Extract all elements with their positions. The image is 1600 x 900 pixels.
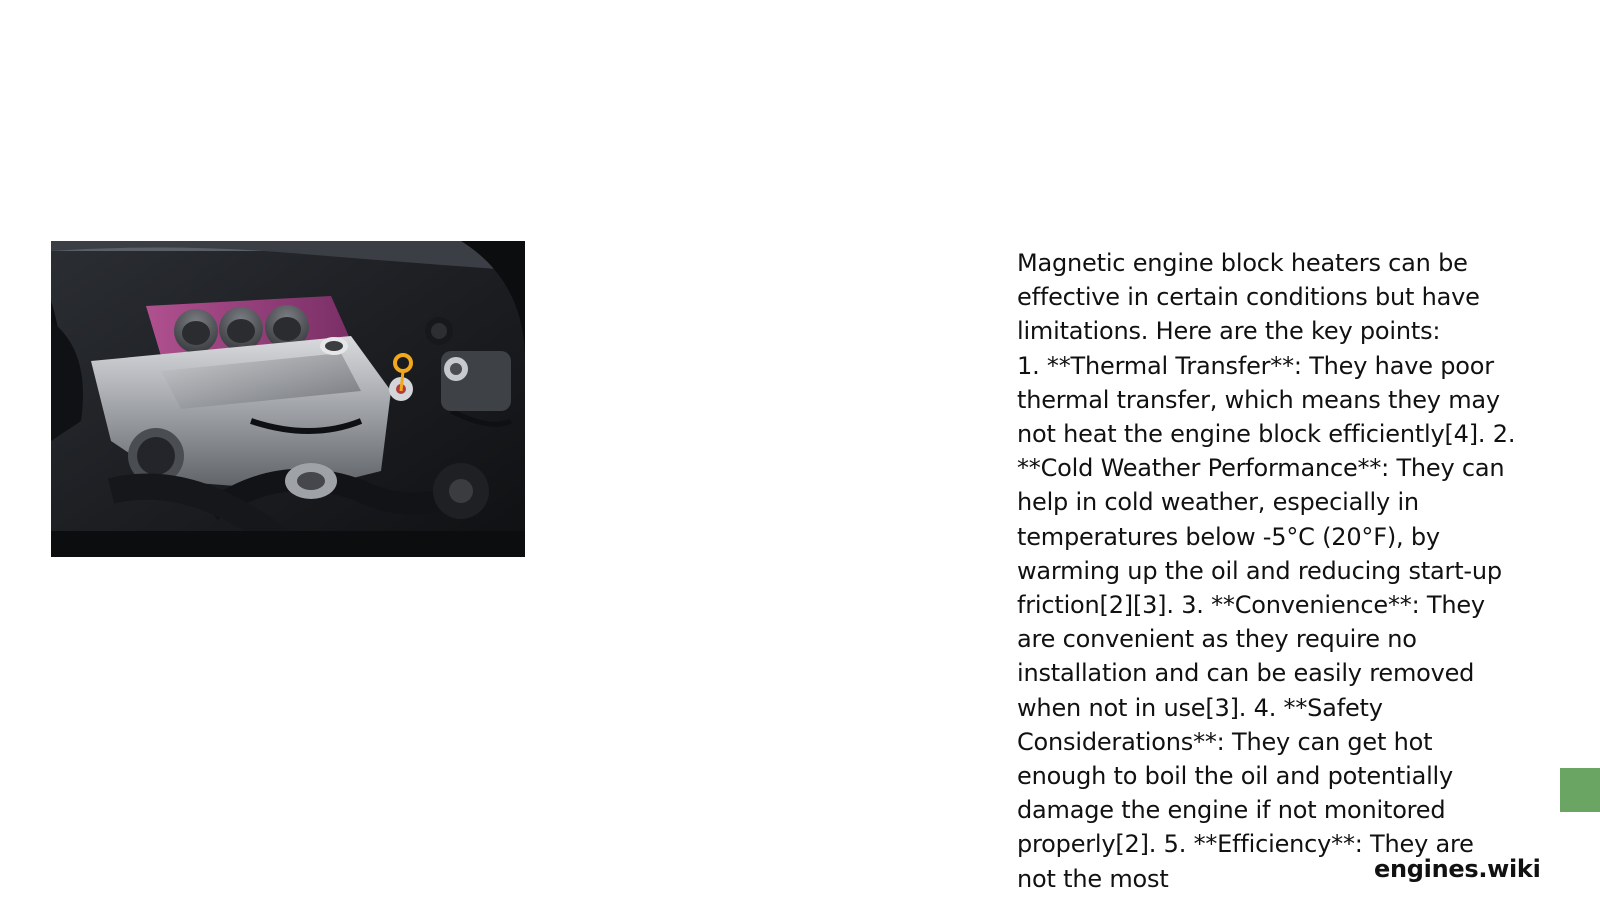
article-body-text: Magnetic engine block heaters can be effective in certain conditions but have limitations. Here are the key points: 1. **Thermal Transfer**: They have poor thermal transfer, which means they may not heat the engine block efficiently[4]. 2. **Cold Weather Performance**: They can help in cold weather, especially in temperatures below -5°C (20°F), by warming up the oil and reducing start-up friction[2][3]. 3. **Convenience**: They are convenient as they require no installation and can be easily removed when not in use[3]. 4. **Safety Considerations**: They can get hot enough to boil the oil and potentially damage the engine if not monitored properly[2]. 5. **Efficiency**: They are not the most [1017,249,1516,893]
site-brand-label: engines.wiki [1374,855,1541,883]
engine-bay-photo [51,241,525,557]
engine-illustration [51,241,525,557]
accent-color-block [1560,768,1600,812]
